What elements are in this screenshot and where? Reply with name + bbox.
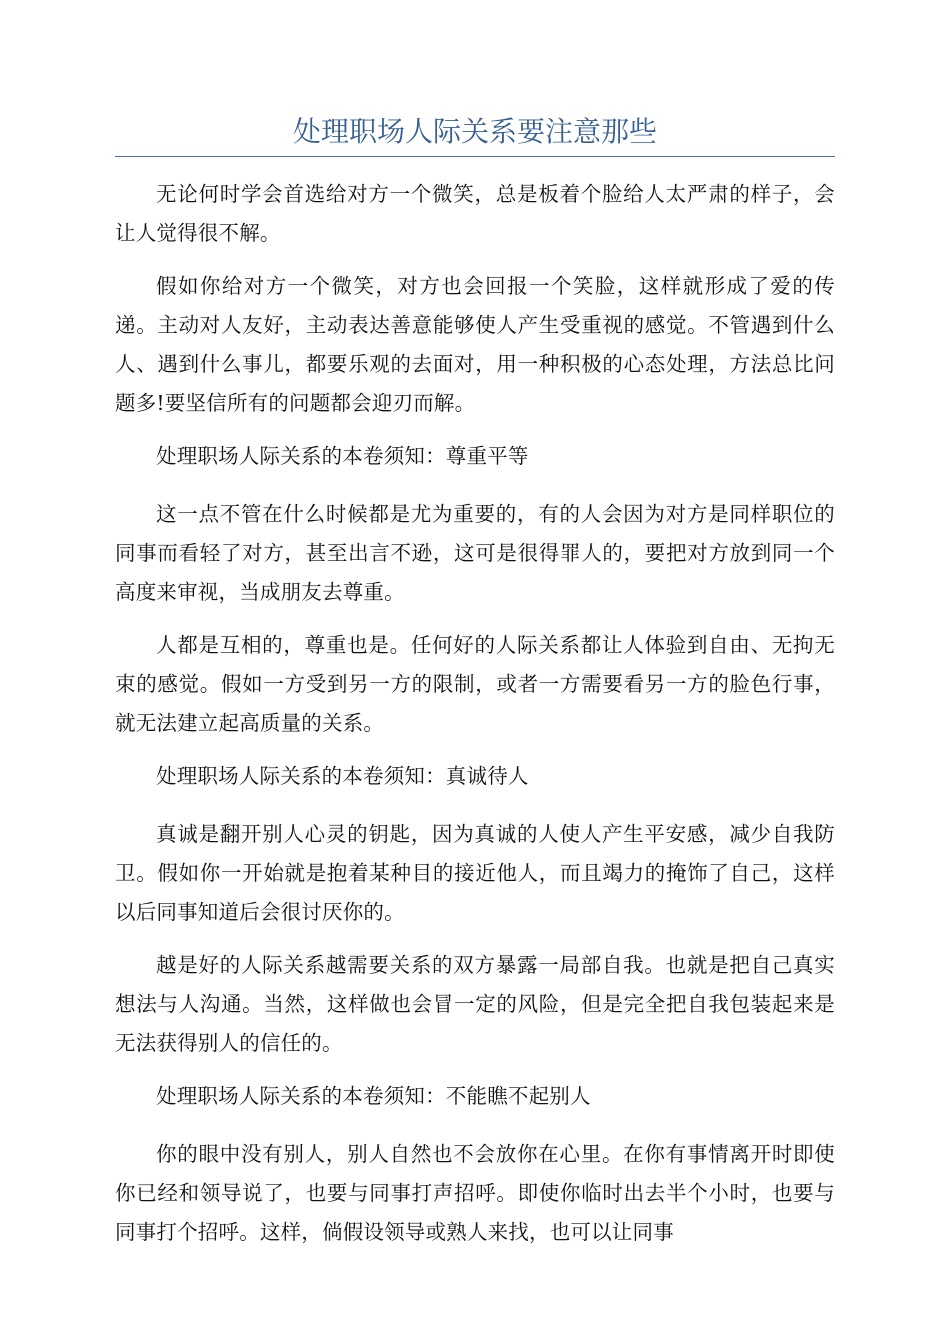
- paragraph: 你的眼中没有别人，别人自然也不会放你在心里。在你有事情离开时即使你已经和领导说了，也要与同事打声招呼。即使你临时出去半个小时，也要与同事打个招呼。这样，倘假设领导或熟人来找，也可以让同事: [115, 1142, 835, 1244]
- paragraph: 真诚是翻开别人心灵的钥匙，因为真诚的人使人产生平安感，减少自我防卫。假如你一开始就是抱着某种目的接近他人，而且竭力的掩饰了自己，这样以后同事知道后会很讨厌你的。: [115, 822, 835, 924]
- document-body: [115, 175, 835, 1266]
- title-block: [115, 110, 835, 157]
- paragraph: 越是好的人际关系越需要关系的双方暴露一局部自我。也就是把自己真实想法与人沟通。当然，这样做也会冒一定的风险，但是完全把自我包装起来是无法获得别人的信任的。: [115, 953, 835, 1055]
- section-heading: 处理职场人际关系的本卷须知：尊重平等: [156, 444, 529, 468]
- paragraph: 人都是互相的，尊重也是。任何好的人际关系都让人体验到自由、无拘无束的感觉。假如一方受到另一方的限制，或者一方需要看另一方的脸色行事，就无法建立起高质量的关系。: [115, 633, 835, 735]
- paragraph: 假如你给对方一个微笑，对方也会回报一个笑脸，这样就形成了爱的传递。主动对人友好，主动表达善意能够使人产生受重视的感觉。不管遇到什么人、遇到什么事儿，都要乐观的去面对，用一种积极的心态处理，方法总比问题多!要坚信所有的问题都会迎刃而解。: [115, 274, 835, 415]
- page-title: 处理职场人际关系要注意那些: [292, 115, 657, 148]
- section-heading: 处理职场人际关系的本卷须知：不能瞧不起别人: [156, 1084, 591, 1108]
- section-heading: 处理职场人际关系的本卷须知：真诚待人: [156, 764, 529, 788]
- paragraph: 无论何时学会首选给对方一个微笑，总是板着个脸给人太严肃的样子，会让人觉得很不解。: [115, 182, 835, 245]
- paragraph: 这一点不管在什么时候都是尤为重要的，有的人会因为对方是同样职位的同事而看轻了对方，甚至出言不逊，这可是很得罪人的，要把对方放到同一个高度来审视，当成朋友去尊重。: [115, 502, 835, 604]
